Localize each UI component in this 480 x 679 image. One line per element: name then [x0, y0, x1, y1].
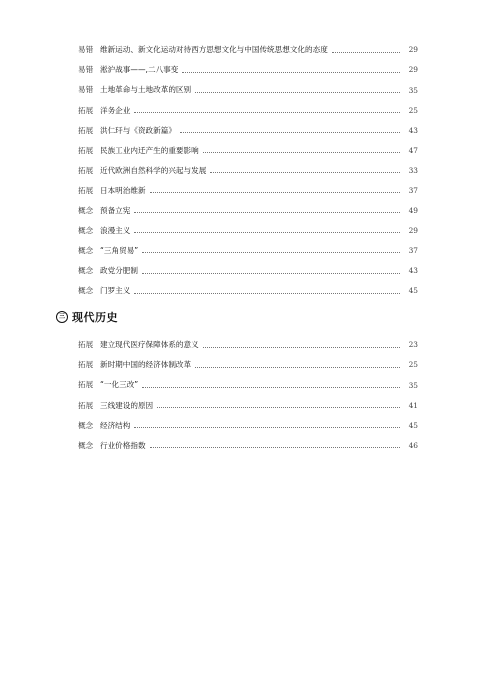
toc-entry[interactable]: [78, 375, 418, 395]
toc-entry[interactable]: [78, 261, 418, 281]
entry-tag: 拓展: [78, 340, 94, 350]
circled-number-icon: 三: [56, 311, 68, 323]
dot-leader: [150, 192, 400, 193]
entry-tag: 易错: [78, 65, 94, 75]
toc-entry[interactable]: [78, 140, 418, 160]
section-heading-modern-history: [56, 309, 118, 325]
entry-page-number: 46: [408, 440, 418, 450]
dot-leader: [150, 447, 400, 448]
toc-entry[interactable]: [78, 161, 418, 181]
toc-entry[interactable]: [78, 40, 418, 60]
dot-leader: [195, 367, 400, 368]
toc-entry[interactable]: [78, 201, 418, 221]
entry-tag: 概念: [78, 440, 94, 450]
toc-list-modern-history: [78, 335, 418, 456]
entry-title: 浪漫主义: [100, 226, 131, 236]
toc-entry[interactable]: [78, 395, 418, 415]
dot-leader: [180, 132, 400, 133]
entry-tag: 拓展: [78, 360, 94, 370]
dot-leader: [142, 252, 400, 253]
entry-page-number: 23: [408, 340, 418, 350]
dot-leader: [210, 172, 400, 173]
entry-tag: 概念: [78, 226, 94, 236]
entry-tag: 拓展: [78, 380, 94, 390]
toc-entry[interactable]: [78, 355, 418, 375]
entry-tag: 概念: [78, 266, 94, 276]
entry-title: 维新运动、新文化运动对待西方思想文化与中国传统思想文化的态度: [100, 45, 328, 55]
entry-title: 民族工业内迁产生的重要影响: [100, 145, 199, 155]
dot-leader: [134, 112, 400, 113]
entry-tag: 易错: [78, 85, 94, 95]
entry-page-number: 33: [408, 165, 418, 175]
entry-tag: 拓展: [78, 400, 94, 410]
entry-tag: 概念: [78, 206, 94, 215]
toc-list-modern-modern: [78, 40, 418, 301]
entry-title: 三线建设的原因: [100, 400, 154, 410]
dot-leader: [203, 152, 400, 153]
dot-leader: [142, 273, 400, 274]
entry-tag: 拓展: [78, 145, 94, 155]
entry-title: 政党分肥制: [100, 266, 138, 276]
entry-tag: 概念: [78, 286, 94, 296]
entry-tag: 拓展: [78, 125, 94, 135]
dot-leader: [182, 72, 400, 73]
section-title: 现代历史: [72, 311, 118, 324]
entry-page-number: 29: [408, 65, 418, 75]
entry-page-number: 25: [408, 360, 418, 370]
entry-tag: 拓展: [78, 105, 94, 115]
entry-tag: 概念: [78, 246, 94, 256]
entry-page-number: 29: [408, 45, 418, 55]
entry-page-number: 41: [408, 400, 418, 410]
entry-title: 洪仁玕与《资政新篇》: [100, 125, 176, 135]
entry-page-number: 37: [408, 246, 418, 256]
entry-page-number: 37: [408, 186, 418, 195]
dot-leader: [134, 427, 400, 428]
entry-page-number: 35: [408, 380, 418, 390]
toc-entry[interactable]: [78, 181, 418, 201]
entry-page-number: 25: [408, 105, 418, 115]
toc-entry[interactable]: [78, 80, 418, 100]
dot-leader: [134, 293, 400, 294]
dot-leader: [134, 212, 400, 213]
entry-title: 洋务企业: [100, 105, 131, 115]
entry-title: “一化三改”: [100, 380, 139, 390]
toc-entry[interactable]: [78, 221, 418, 241]
dot-leader: [332, 52, 400, 53]
toc-entry[interactable]: [78, 60, 418, 80]
entry-title: 经济结构: [100, 420, 131, 430]
entry-page-number: 35: [408, 85, 418, 95]
entry-page-number: 29: [408, 226, 418, 236]
dot-leader: [157, 407, 400, 408]
entry-page-number: 43: [408, 266, 418, 276]
entry-title: 近代欧洲自然科学的兴起与发展: [100, 165, 207, 175]
entry-page-number: 49: [408, 206, 418, 216]
entry-title: “三角贸易”: [100, 246, 139, 256]
entry-title: 土地革命与土地改革的区别: [100, 85, 192, 95]
toc-entry[interactable]: [78, 335, 418, 355]
entry-title: 淞沪战事——,二八事变: [100, 65, 179, 75]
toc-entry[interactable]: [78, 100, 418, 120]
entry-title: 预备立宪: [100, 206, 131, 215]
entry-title: 日本明治维新: [100, 185, 146, 195]
toc-entry[interactable]: [78, 281, 418, 301]
toc-entry[interactable]: [78, 435, 418, 455]
entry-title: 建立现代医疗保障体系的意义: [100, 340, 199, 350]
entry-tag: 概念: [78, 420, 94, 430]
entry-tag: 拓展: [78, 185, 94, 195]
entry-tag: 拓展: [78, 165, 94, 175]
entry-page-number: 45: [408, 286, 418, 296]
entry-page-number: 45: [408, 420, 418, 430]
entry-title: 新时期中国的经济体制改革: [100, 360, 192, 370]
toc-entry[interactable]: [78, 120, 418, 140]
dot-leader: [203, 347, 400, 348]
dot-leader: [195, 92, 400, 93]
toc-entry[interactable]: [78, 415, 418, 435]
entry-tag: 易错: [78, 45, 94, 55]
entry-page-number: 47: [408, 145, 418, 155]
entry-page-number: 43: [408, 125, 418, 135]
entry-title: 行业价格指数: [100, 440, 146, 450]
entry-title: 门罗主义: [100, 286, 131, 296]
toc-entry[interactable]: [78, 241, 418, 261]
dot-leader: [142, 387, 400, 388]
dot-leader: [134, 232, 400, 233]
